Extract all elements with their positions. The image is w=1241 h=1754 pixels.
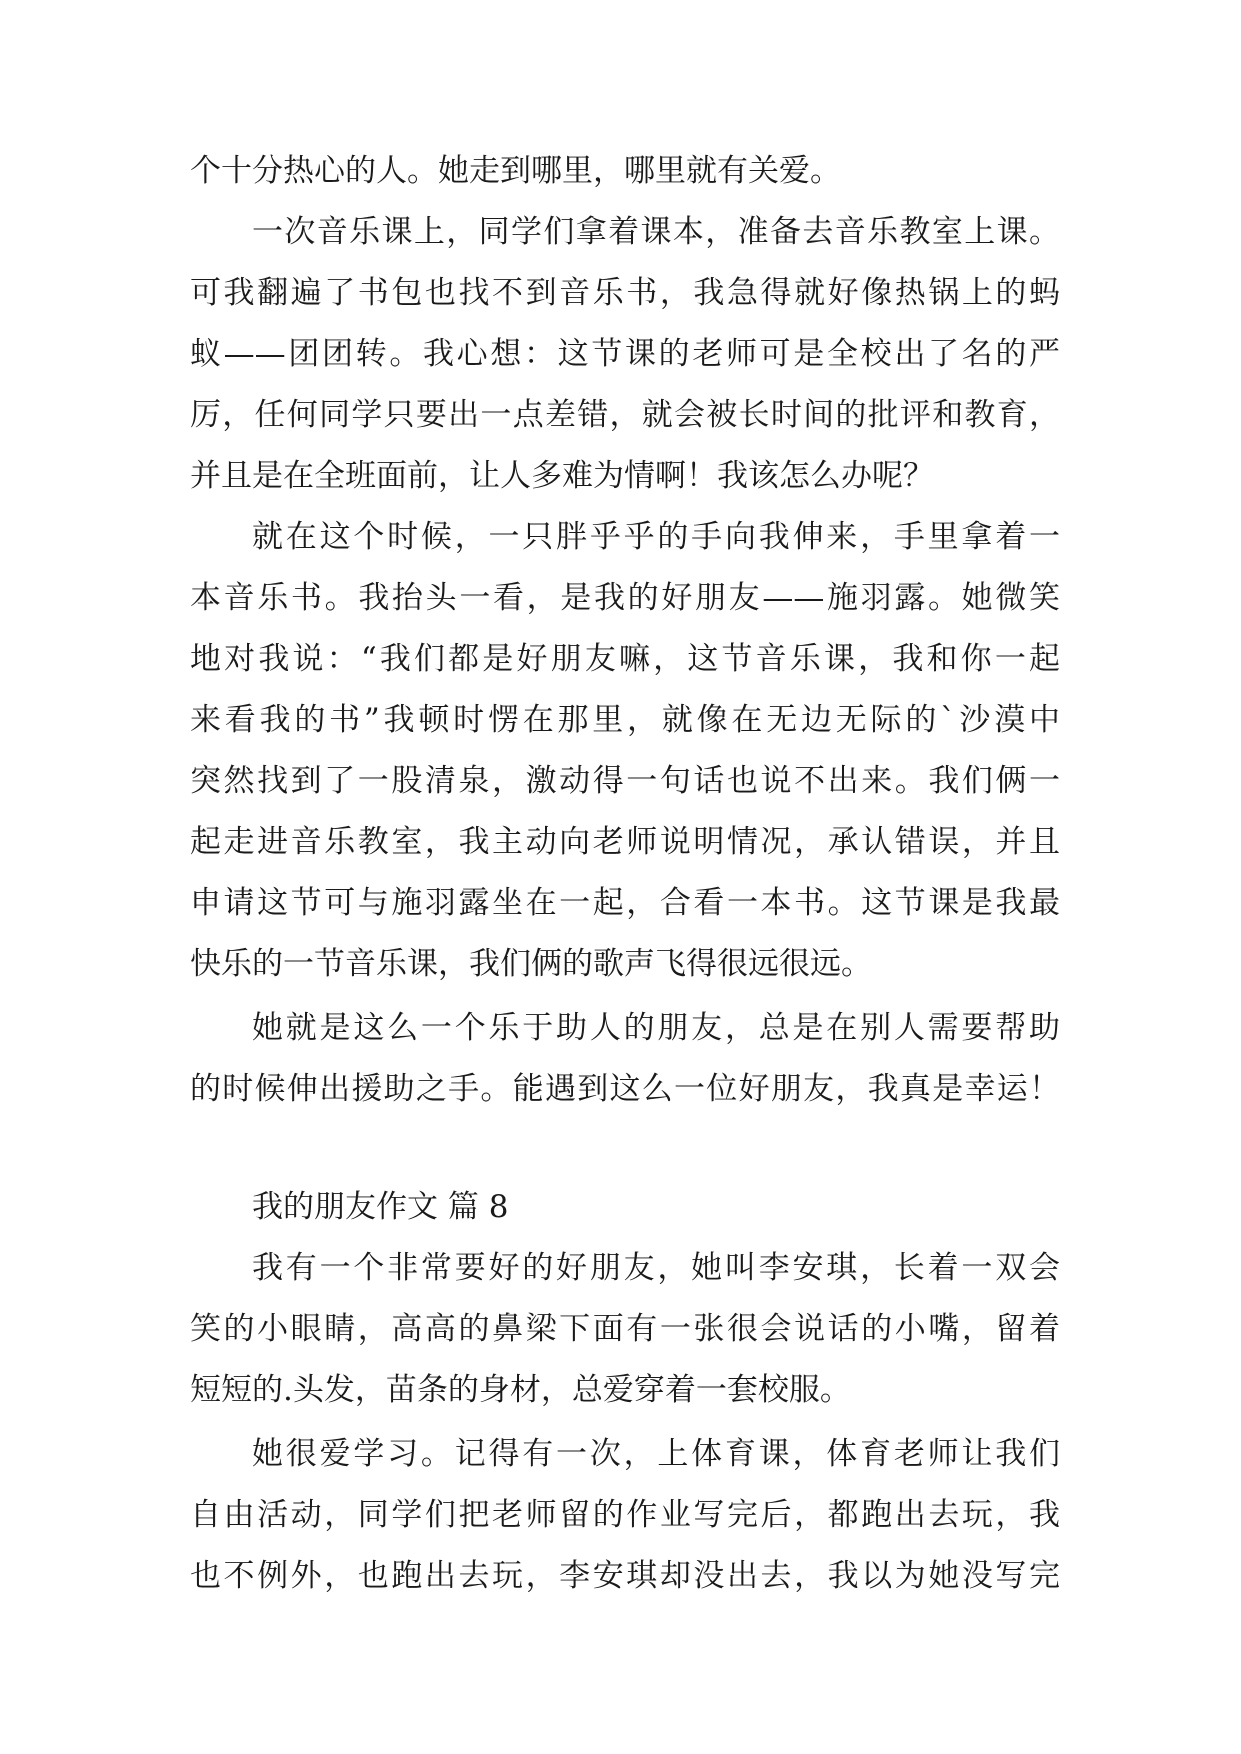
- text-line: 的时候伸出援助之手。能遇到这么一位好朋友，我真是幸运！: [190, 1071, 1060, 1107]
- text-line: 可我翻遍了书包也找不到音乐书，我急得就好像热锅上的蚂: [190, 275, 1060, 311]
- section-heading: 我的朋友作文 篇 8: [252, 1189, 509, 1225]
- paragraph-first-line: 她就是这么一个乐于助人的朋友，总是在别人需要帮助: [252, 1010, 1060, 1046]
- text-line: 起走进音乐教室，我主动向老师说明情况，承认错误，并且: [190, 824, 1060, 860]
- paragraph-first-line: 就在这个时候，一只胖乎乎的手向我伸来，手里拿着一: [252, 519, 1060, 555]
- text-line: 并且是在全班面前，让人多难为情啊！我该怎么办呢？: [190, 458, 934, 494]
- text-line: 蚁——团团转。我心想：这节课的老师可是全校出了名的严: [190, 336, 1060, 372]
- paragraph-first-line: 她很爱学习。记得有一次，上体育课，体育老师让我们: [252, 1436, 1060, 1472]
- text-line: 来看我的书”我顿时愣在那里，就像在无边无际的`沙漠中: [190, 702, 1060, 738]
- text-line: 厉，任何同学只要出一点差错，就会被长时间的批评和教育，: [190, 397, 1060, 433]
- text-line: 本音乐书。我抬头一看，是我的好朋友——施羽露。她微笑: [190, 580, 1060, 616]
- text-line: 快乐的一节音乐课，我们俩的歌声飞得很远很远。: [190, 946, 872, 982]
- text-line: 笑的小眼睛，高高的鼻梁下面有一张很会说话的小嘴，留着: [190, 1311, 1060, 1347]
- text-line: 也不例外，也跑出去玩，李安琪却没出去，我以为她没写完: [190, 1558, 1060, 1594]
- text-line: 突然找到了一股清泉，激动得一句话也说不出来。我们俩一: [190, 763, 1060, 799]
- text-line: 短短的.头发，苗条的身材，总爱穿着一套校服。: [190, 1372, 851, 1408]
- text-line: 个十分热心的人。她走到哪里，哪里就有关爱。: [190, 153, 841, 189]
- paragraph-first-line: 我有一个非常要好的好朋友，她叫李安琪，长着一双会: [252, 1250, 1060, 1286]
- text-line: 自由活动，同学们把老师留的作业写完后，都跑出去玩，我: [190, 1497, 1060, 1533]
- paragraph-first-line: 一次音乐课上，同学们拿着课本，准备去音乐教室上课。: [252, 214, 1060, 250]
- text-line: 申请这节可与施羽露坐在一起，合看一本书。这节课是我最: [190, 885, 1060, 921]
- text-line: 地对我说：“我们都是好朋友嘛，这节音乐课，我和你一起: [190, 641, 1060, 677]
